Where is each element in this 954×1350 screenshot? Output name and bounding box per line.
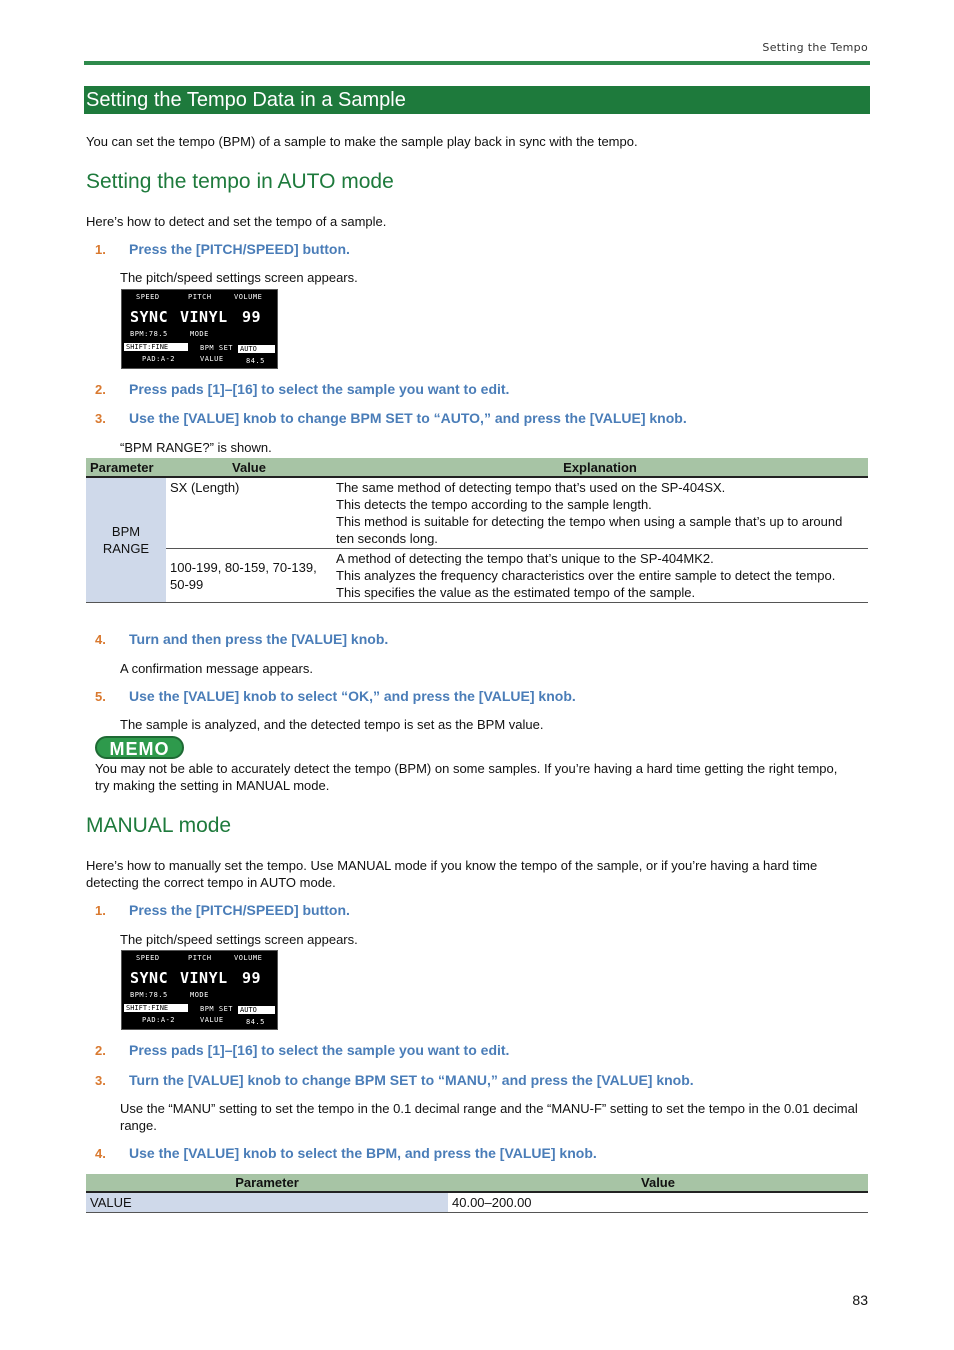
page-number: 83 xyxy=(852,1292,868,1308)
manual-step-3-num: 3. xyxy=(95,1073,106,1088)
manual-step-2-text: Press pads [1]–[16] to select the sample you want to edit. xyxy=(129,1042,510,1058)
manual-step-1-text: Press the [PITCH/SPEED] button. xyxy=(129,902,350,918)
value-cell: 100-199, 80-159, 70-139, 50-99 xyxy=(166,549,332,603)
lcd-screen-manual xyxy=(121,950,278,1030)
auto-intro: Here’s how to detect and set the tempo of a sample. xyxy=(86,214,387,229)
explanation-line: A method of detecting the tempo that’s unique to the SP-404MK2. xyxy=(336,551,714,566)
lcd-shift: SHIFT:FINE xyxy=(124,1004,188,1012)
section-title: Setting the Tempo Data in a Sample xyxy=(84,86,870,114)
param-bpm-range xyxy=(86,477,166,603)
lcd-bpm: BPM:78.5 xyxy=(130,991,168,999)
memo-text: You may not be able to accurately detect the tempo (BPM) on some samples. If you’re having a hard time getting the right tempo, try making the setting in MANUAL mode. xyxy=(95,761,838,793)
explanation-line: This method is suitable for detecting the tempo when using a sample that’s up to around ten seconds long. xyxy=(336,514,843,546)
auto-step-5-note: The sample is analyzed, and the detected tempo is set as the BPM value. xyxy=(120,717,544,732)
value-table xyxy=(86,1174,868,1213)
lcd-value-num: 84.5 xyxy=(246,1018,265,1026)
auto-step-1-num: 1. xyxy=(95,242,106,257)
lcd-value-speed: SYNC xyxy=(130,969,169,987)
auto-step-2-text: Press pads [1]–[16] to select the sample you want to edit. xyxy=(129,381,510,397)
lcd-auto: AUTO xyxy=(238,1006,275,1014)
manual-step-2-num: 2. xyxy=(95,1043,106,1058)
value-cell: 40.00–200.00 xyxy=(448,1192,868,1213)
lcd-label-pitch: PITCH xyxy=(188,293,212,301)
param-line-2: RANGE xyxy=(102,541,150,556)
manual-heading: MANUAL mode xyxy=(86,814,232,837)
explanation-line: This specifies the value as the estimated tempo of the sample. xyxy=(336,585,696,600)
lcd-value-pitch: VINYL xyxy=(180,969,228,987)
lcd-value-speed: SYNC xyxy=(130,308,169,326)
param-line-1: BPM xyxy=(111,524,141,539)
auto-step-3-note: “BPM RANGE?” is shown. xyxy=(120,440,272,455)
lcd-label-speed: SPEED xyxy=(136,954,160,962)
lcd-pad: PAD:A-2 xyxy=(142,1016,176,1024)
table-row xyxy=(86,1192,868,1213)
table-row xyxy=(86,477,868,549)
manual-step-3-note: Use the “MANU” setting to set the tempo in the 0.1 decimal range and the “MANU-F” setting to set the tempo in the 0.01 decimal range. xyxy=(120,1101,858,1133)
explanation-line: This detects the tempo according to the sample length. xyxy=(336,497,652,512)
bpm-range-table xyxy=(86,458,868,603)
lcd-bpm-set: BPM SET xyxy=(200,344,234,352)
lcd-value-num: 84.5 xyxy=(246,357,265,365)
memo-badge: MEMO xyxy=(95,736,184,759)
explanation-cell xyxy=(332,477,868,549)
explanation-line: This analyzes the frequency characteristics over the entire sample to detect the tempo. xyxy=(336,568,836,583)
manual-step-4-num: 4. xyxy=(95,1146,106,1161)
lcd-mode: MODE xyxy=(190,330,209,338)
lcd-pad: PAD:A-2 xyxy=(142,355,176,363)
lcd-shift: SHIFT:FINE xyxy=(124,343,188,351)
lcd-label-speed: SPEED xyxy=(136,293,160,301)
auto-step-3-text: Use the [VALUE] knob to change BPM SET to “AUTO,” and press the [VALUE] knob. xyxy=(129,410,687,426)
section-intro: You can set the tempo (BPM) of a sample to make the sample play back in sync with the tempo. xyxy=(86,134,638,149)
lcd-label-pitch: PITCH xyxy=(188,954,212,962)
top-rule xyxy=(84,61,870,65)
manual-intro: Here’s how to manually set the tempo. Use MANUAL mode if you know the tempo of the sample, or if you’re having a hard time detecting the correct tempo in AUTO mode. xyxy=(86,858,818,890)
lcd-mode: MODE xyxy=(190,991,209,999)
auto-step-2-num: 2. xyxy=(95,382,106,397)
running-head: Setting the Tempo xyxy=(762,41,868,54)
table-header-parameter: Parameter xyxy=(86,458,166,477)
auto-step-5-num: 5. xyxy=(95,689,106,704)
table-row xyxy=(86,549,868,603)
auto-step-4-num: 4. xyxy=(95,632,106,647)
manual-step-1-note: The pitch/speed settings screen appears. xyxy=(120,932,358,947)
manual-step-4-text: Use the [VALUE] knob to select the BPM, and press the [VALUE] knob. xyxy=(129,1145,597,1161)
lcd-value-volume: 99 xyxy=(242,308,262,326)
auto-step-4-text: Turn and then press the [VALUE] knob. xyxy=(129,631,389,647)
lcd-bpm-set: BPM SET xyxy=(200,1005,234,1013)
lcd-auto: AUTO xyxy=(238,345,275,353)
table-header-value: Value xyxy=(166,458,332,477)
table-header-value: Value xyxy=(448,1174,868,1192)
auto-step-1-note: The pitch/speed settings screen appears. xyxy=(120,270,358,285)
lcd-label-volume: VOLUME xyxy=(234,954,263,962)
explanation-line: The same method of detecting tempo that’s used on the SP-404SX. xyxy=(336,480,726,495)
lcd-value-pitch: VINYL xyxy=(180,308,228,326)
manual-step-3-text: Turn the [VALUE] knob to change BPM SET to “MANU,” and press the [VALUE] knob. xyxy=(129,1072,694,1088)
lcd-value-label: VALUE xyxy=(200,1016,224,1024)
explanation-cell xyxy=(332,549,868,603)
auto-step-5-text: Use the [VALUE] knob to select “OK,” and press the [VALUE] knob. xyxy=(129,688,576,704)
auto-heading: Setting the tempo in AUTO mode xyxy=(86,170,394,193)
lcd-value-volume: 99 xyxy=(242,969,262,987)
auto-step-4-note: A confirmation message appears. xyxy=(120,661,313,676)
lcd-bpm: BPM:78.5 xyxy=(130,330,168,338)
lcd-value-label: VALUE xyxy=(200,355,224,363)
param-cell: VALUE xyxy=(86,1192,448,1213)
auto-step-3-num: 3. xyxy=(95,411,106,426)
table-header-explanation: Explanation xyxy=(332,458,868,477)
lcd-screen-auto xyxy=(121,289,278,369)
value-cell: SX (Length) xyxy=(166,477,332,549)
table-header-parameter: Parameter xyxy=(86,1174,448,1192)
manual-step-1-num: 1. xyxy=(95,903,106,918)
lcd-label-volume: VOLUME xyxy=(234,293,263,301)
auto-step-1-text: Press the [PITCH/SPEED] button. xyxy=(129,241,350,257)
